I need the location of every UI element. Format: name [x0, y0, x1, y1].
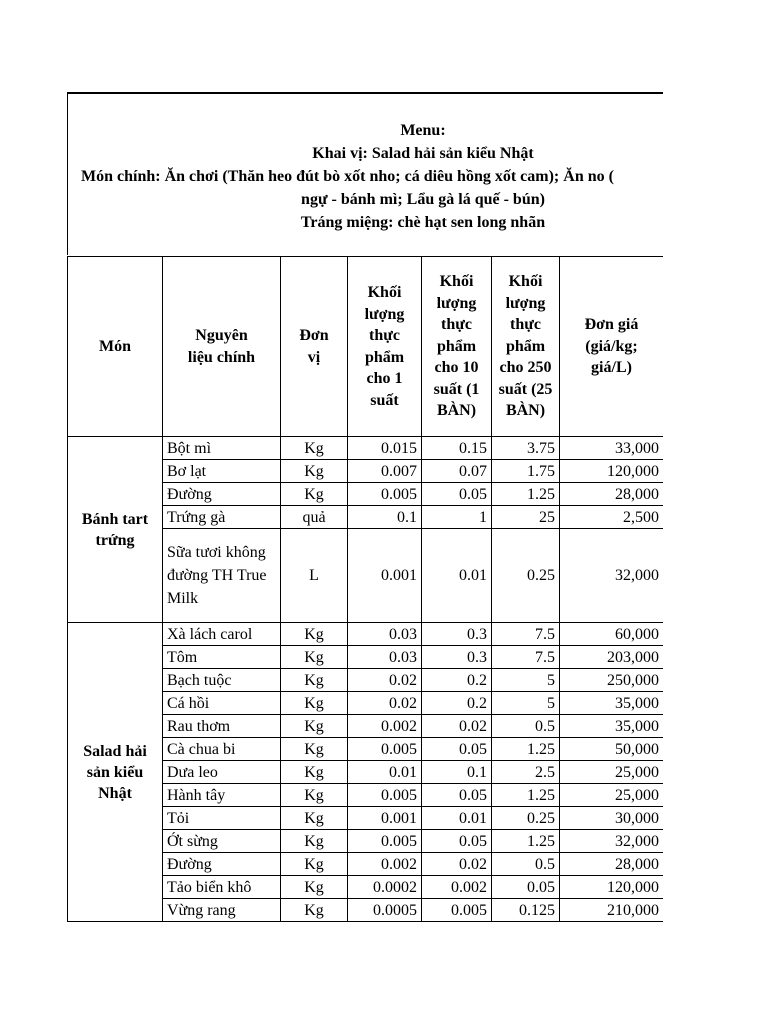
qty10-cell: 0.02	[422, 853, 492, 876]
ingredient-cell: Cá hồi	[163, 692, 281, 715]
unit-cell: Kg	[281, 715, 348, 738]
ingredient-cell: Dưa leo	[163, 761, 281, 784]
qty10-cell: 0.2	[422, 692, 492, 715]
header-qty10: Khối lượng thực phẩm cho 10 suất (1 BÀN)	[422, 257, 492, 437]
qty250-cell: 1.25	[492, 738, 560, 761]
qty10-cell: 0.07	[422, 460, 492, 483]
unit-cell: L	[281, 529, 348, 623]
qty10-cell: 0.002	[422, 876, 492, 899]
qty250-cell: 1.75	[492, 460, 560, 483]
qty10-cell: 0.05	[422, 738, 492, 761]
ingredient-cell: Ớt sừng	[163, 830, 281, 853]
qty1-cell: 0.005	[348, 830, 422, 853]
qty10-cell: 0.15	[422, 437, 492, 460]
qty250-cell: 1.25	[492, 830, 560, 853]
unit-cell: Kg	[281, 623, 348, 646]
qty10-cell: 0.2	[422, 669, 492, 692]
qty1-cell: 0.01	[348, 761, 422, 784]
qty250-cell: 0.05	[492, 876, 560, 899]
price-cell: 120,000	[560, 876, 664, 899]
unit-cell: Kg	[281, 646, 348, 669]
header-dish: Món	[68, 257, 163, 437]
dish-cell-salad: Salad hải sản kiểu Nhật	[68, 623, 163, 922]
ingredient-cell: Rau thơm	[163, 715, 281, 738]
unit-cell: quả	[281, 506, 348, 529]
qty10-cell: 0.3	[422, 623, 492, 646]
ingredient-cell: Đường	[163, 853, 281, 876]
qty250-cell: 0.5	[492, 853, 560, 876]
ingredient-cell: Bơ lạt	[163, 460, 281, 483]
price-cell: 60,000	[560, 623, 664, 646]
qty1-cell: 0.002	[348, 715, 422, 738]
dish-cell-tart: Bánh tart trứng	[68, 437, 163, 623]
price-cell: 33,000	[560, 437, 664, 460]
unit-cell: Kg	[281, 483, 348, 506]
unit-cell: Kg	[281, 437, 348, 460]
qty250-cell: 0.5	[492, 715, 560, 738]
header-ingredient: Nguyên liệu chính	[163, 257, 281, 437]
qty10-cell: 1	[422, 506, 492, 529]
unit-cell: Kg	[281, 669, 348, 692]
qty1-cell: 0.0002	[348, 876, 422, 899]
menu-title: Menu:	[400, 122, 446, 139]
menu-main-line2: ngự - bánh mì; Lẩu gà lá quế - bún)	[301, 191, 545, 208]
menu-header-box	[67, 92, 663, 255]
qty1-cell: 0.0005	[348, 899, 422, 922]
qty1-cell: 0.1	[348, 506, 422, 529]
qty250-cell: 1.25	[492, 483, 560, 506]
qty1-cell: 0.005	[348, 483, 422, 506]
unit-cell: Kg	[281, 876, 348, 899]
unit-cell: Kg	[281, 738, 348, 761]
price-cell: 28,000	[560, 853, 664, 876]
qty1-cell: 0.001	[348, 807, 422, 830]
qty10-cell: 0.05	[422, 784, 492, 807]
unit-cell: Kg	[281, 899, 348, 922]
price-cell: 250,000	[560, 669, 664, 692]
qty10-cell: 0.3	[422, 646, 492, 669]
ingredient-cell: Xà lách carol	[163, 623, 281, 646]
unit-cell: Kg	[281, 830, 348, 853]
qty1-cell: 0.03	[348, 646, 422, 669]
ingredient-cell: Cà chua bi	[163, 738, 281, 761]
qty1-cell: 0.02	[348, 692, 422, 715]
qty250-cell: 0.25	[492, 529, 560, 623]
unit-cell: Kg	[281, 460, 348, 483]
qty250-cell: 7.5	[492, 646, 560, 669]
qty1-cell: 0.03	[348, 623, 422, 646]
qty1-cell: 0.02	[348, 669, 422, 692]
qty250-cell: 0.25	[492, 807, 560, 830]
header-qty250: Khối lượng thực phẩm cho 250 suất (25 BÀN)	[492, 257, 560, 437]
qty1-cell: 0.001	[348, 529, 422, 623]
qty250-cell: 7.5	[492, 623, 560, 646]
qty250-cell: 2.5	[492, 761, 560, 784]
ingredient-cell: Vừng rang	[163, 899, 281, 922]
ingredient-cell: Sữa tươi không đường TH True Milk	[163, 529, 281, 623]
qty10-cell: 0.02	[422, 715, 492, 738]
qty250-cell: 3.75	[492, 437, 560, 460]
ingredient-cell: Bột mì	[163, 437, 281, 460]
price-cell: 50,000	[560, 738, 664, 761]
header-qty1: Khối lượng thực phẩm cho 1 suất	[348, 257, 422, 437]
ingredient-cell: Tôm	[163, 646, 281, 669]
qty1-cell: 0.002	[348, 853, 422, 876]
price-cell: 30,000	[560, 807, 664, 830]
menu-dessert: Tráng miệng: chè hạt sen long nhãn	[300, 214, 546, 231]
qty1-cell: 0.007	[348, 460, 422, 483]
qty250-cell: 1.25	[492, 784, 560, 807]
price-cell: 35,000	[560, 692, 664, 715]
ingredient-cell: Đường	[163, 483, 281, 506]
table-row	[68, 623, 664, 646]
menu-appetizer: Khai vị: Salad hải sản kiểu Nhật	[312, 145, 534, 162]
qty1-cell: 0.005	[348, 738, 422, 761]
price-cell: 25,000	[560, 761, 664, 784]
table-header-row	[68, 257, 664, 437]
unit-cell: Kg	[281, 853, 348, 876]
qty250-cell: 25	[492, 506, 560, 529]
qty10-cell: 0.01	[422, 807, 492, 830]
qty10-cell: 0.005	[422, 899, 492, 922]
unit-cell: Kg	[281, 692, 348, 715]
table-row	[68, 437, 664, 460]
price-cell: 120,000	[560, 460, 664, 483]
qty10-cell: 0.05	[422, 483, 492, 506]
qty250-cell: 5	[492, 669, 560, 692]
header-price: Đơn giá (giá/kg; giá/L)	[560, 257, 664, 437]
ingredient-cell: Trứng gà	[163, 506, 281, 529]
ingredient-cell: Tỏi	[163, 807, 281, 830]
price-cell: 210,000	[560, 899, 664, 922]
spreadsheet-page	[67, 92, 663, 932]
qty1-cell: 0.005	[348, 784, 422, 807]
qty1-cell: 0.015	[348, 437, 422, 460]
unit-cell: Kg	[281, 784, 348, 807]
ingredient-cell: Hành tây	[163, 784, 281, 807]
unit-cell: Kg	[281, 761, 348, 784]
price-cell: 35,000	[560, 715, 664, 738]
ingredients-table	[67, 256, 663, 922]
qty10-cell: 0.05	[422, 830, 492, 853]
qty250-cell: 5	[492, 692, 560, 715]
unit-cell: Kg	[281, 807, 348, 830]
price-cell: 25,000	[560, 784, 664, 807]
ingredient-cell: Tảo biển khô	[163, 876, 281, 899]
price-cell: 203,000	[560, 646, 664, 669]
menu-main-line1: Món chính: Ăn chơi (Thăn heo đút bò xốt nho; cá diêu hồng xốt cam); Ăn no (	[81, 168, 614, 185]
price-cell: 32,000	[560, 830, 664, 853]
qty10-cell: 0.01	[422, 529, 492, 623]
price-cell: 28,000	[560, 483, 664, 506]
qty10-cell: 0.1	[422, 761, 492, 784]
qty250-cell: 0.125	[492, 899, 560, 922]
header-unit: Đơn vị	[281, 257, 348, 437]
price-cell: 32,000	[560, 529, 664, 623]
ingredient-cell: Bạch tuộc	[163, 669, 281, 692]
price-cell: 2,500	[560, 506, 664, 529]
